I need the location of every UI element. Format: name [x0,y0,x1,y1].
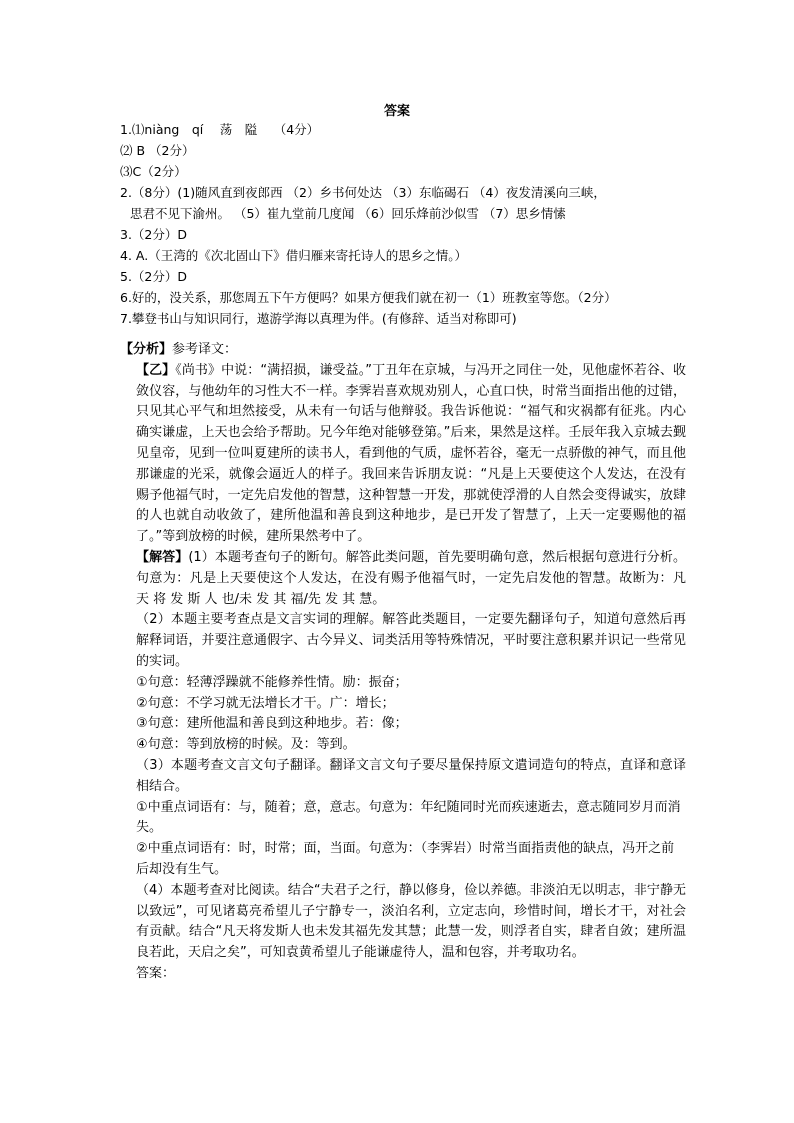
answer-line: 4. A.（王湾的《次北固山下》借归雁来寄托诗人的思乡之情。） [120,248,467,263]
analysis-tag: 【分析】 [120,342,173,357]
answer-tag: 【解答】 [136,549,189,565]
answer-line: 思君不见下渝州。 （5）崔九堂前几度闻 （6）回乐烽前沙似雪 （7）思乡情愫 [130,206,566,221]
q3-item: ①中重点词语有：与，随着；意，意志。句意为：年纪随同时光而疾速逝去，意志随同岁月而消失。 [136,799,681,836]
q2-item: ④句意：等到放榜的时候。及：等到。 [136,737,356,753]
q2-item: ①句意：轻薄浮躁就不能修养性情。励：振奋； [136,674,408,690]
answer-list [120,119,680,329]
answer-line: 5.（2分）D [120,269,188,284]
answer-q4: （4）本题考查对比阅读。结合“夫君子之行，静以修身，俭以养德。非淡泊无以明志，非宁静无以致远”，可见诸葛亮希望儿子宁静专一，淡泊名利，立定志向，珍惜时间，增长才干，对社会有贡献。结合“凡天将发斯人也未发其福先发其慧；此慧一发，则浮者自实，肆者自敛；建所温良若此，天启之矣”，可知袁黄希望儿子能谦虚待人，温和包容，并考取功名。 [136,882,686,961]
analysis-section [120,340,686,985]
answer-line: 2.（8分）(1)随风直到夜郎西 （2）乡书何处达 （3）东临碣石 （4）夜发清溪向三峡， [120,185,606,200]
answer-line: 7.攀登书山与知识同行，遨游学海以真理为伴。(有修辞、适当对称即可) [120,311,517,326]
answer-line: 3.（2分）D [120,227,188,242]
final-answer-label: 答案： [136,965,176,981]
answer-line: 1.⑴niàng qí 荡 隘 （4分） [120,122,320,137]
answer-q1 [120,548,686,610]
translation-paragraph [120,361,686,548]
q2-item: ②句意：不学习就无法增长才干。广：增长； [136,695,395,711]
answer-line: ⑶C（2分） [120,164,187,179]
q3-item: ②中重点词语有：时，时常；面，当面。句意为：（李霁岩）时常当面指责他的缺点，冯开之前后却没有生气。 [136,841,675,877]
translation-text: 《尚书》中说：“满招损，谦受益。”丁丑年在京城，与冯开之同住一处，见他虚怀若谷、收敛仪容，与他幼年的习性大不一样。李霁岩喜欢规劝别人，心直口快，时常当面指出他的过错，只见其心平气和坦然接受，从未有一句话与他辩驳。我告诉他说：“福气和灾祸都有征兆。内心确实谦虚，上天也会给予帮助。兄今年绝对能够登第。”后来，果然是这样。壬辰年我入京城去觐见皇帝，见到一位叫夏建所的读书人，看到他的气质，虚怀若谷，毫无一点骄傲的神气，而且他那谦虚的光采，就像会逼近人的样子。我回来告诉朋友说：“凡是上天要使这个人发达，在没有赐予他福气时，一定先启发他的智慧，这种智慧一开发，那就使浮滑的人自然会变得诚实，放肆的人也就自动收敛了，建所他温和善良到这种地步，是已开发了智慧了，上天一定要赐他的福了。”等到放榜的时候，建所果然考中了。 [136,362,686,545]
analysis-heading [120,340,686,361]
answer-q2: （2）本题主要考查点是文言实词的理解。解答此类题目，一定要先翻译句子，知道句意然后再解释词语，并要注意通假字、古今异义、词类活用等特殊情况，平时要注意积累并识记一些常见的实词。 [136,612,686,669]
analysis-heading-text: 参考译文： [172,342,238,357]
answer-line: 6.好的，没关系，那您周五下午方便吗？如果方便我们就在初一（1）班教室等您。（2分） [120,290,617,305]
document-title: 答案 [383,104,410,119]
q2-item: ③句意：建所他温和善良到这种地步。若：像； [136,716,408,732]
translation-tag: 【乙】 [136,362,176,378]
answer-q3: （3）本题考查文言文句子翻译。翻译文言文句子要尽量保持原文遣词造句的特点，直译和意译相结合。 [136,757,686,794]
answer-line: ⑵ B （2分） [120,143,195,158]
q1-text: (1）本题考查句子的断句。解答此类问题，首先要明确句意，然后根据句意进行分析。句意为：凡是上天要使这个人发达，在没有赐予他福气时，一定先启发他的智慧。故断为：凡 天 将 发 斯 人 也/未 发 其 福/先 发 其 慧。 [136,549,686,607]
